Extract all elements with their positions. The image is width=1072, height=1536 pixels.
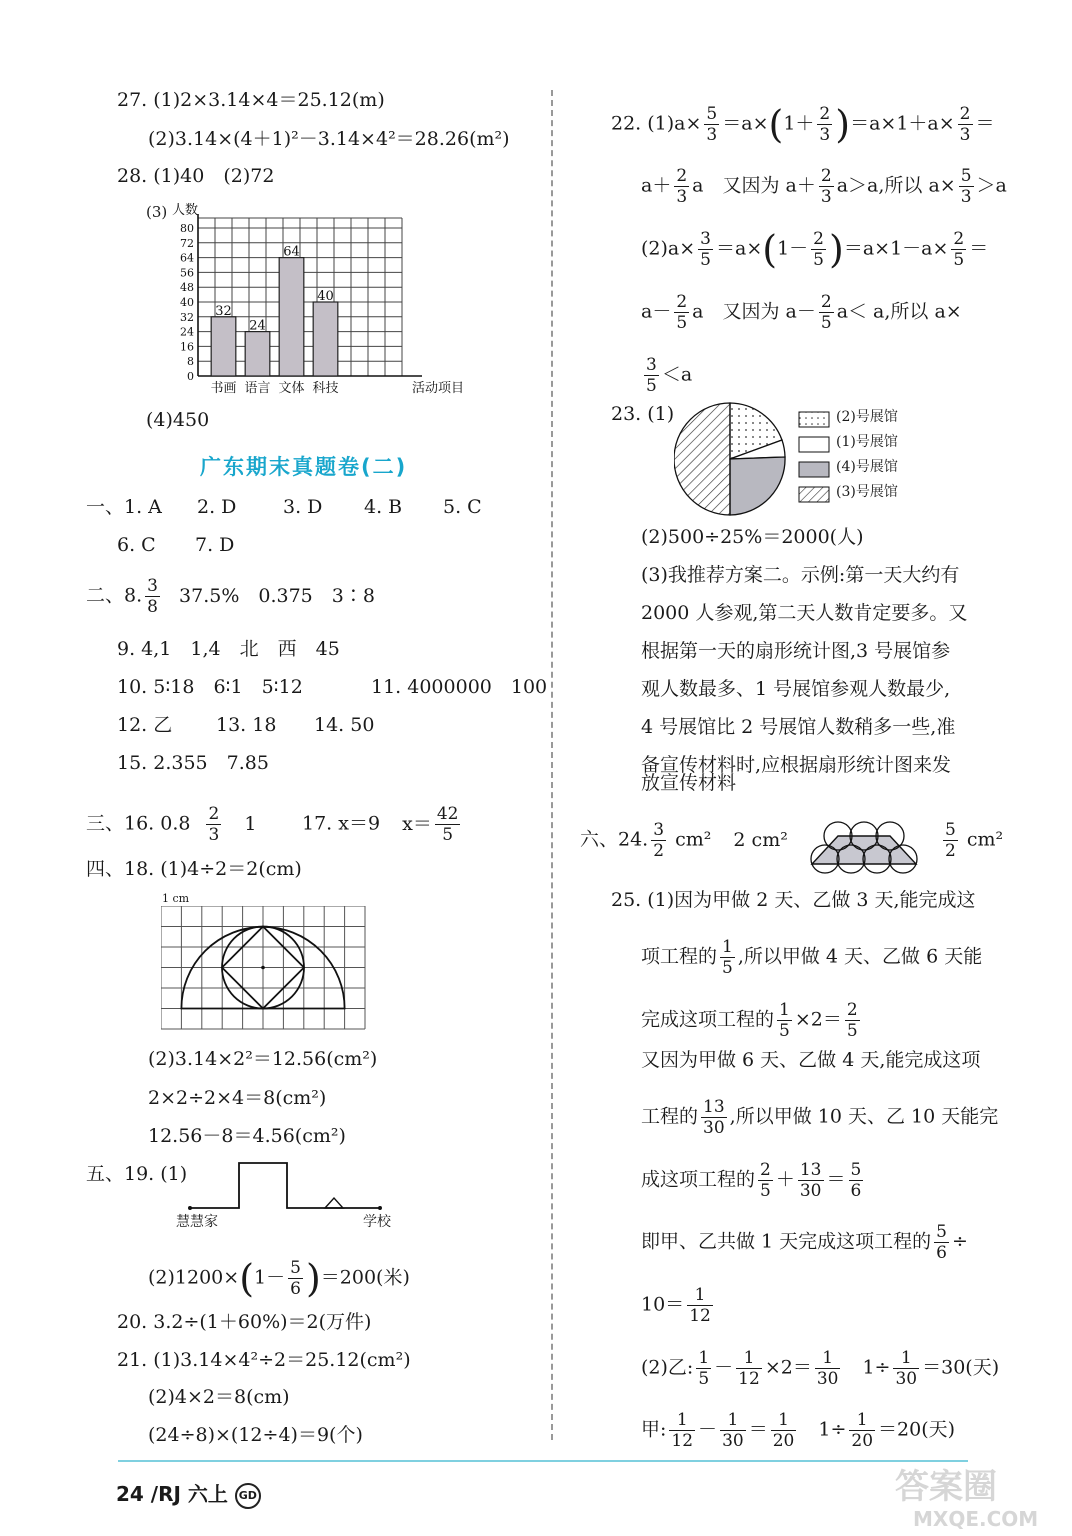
q25-line7: 即甲、乙共做 1 天完成这项工程的 $\frac{5}{6}$ ÷ [641,1222,968,1263]
s3-q17-a: 17. x＝9 [302,812,381,835]
s2-q8 [86,576,375,617]
s1-q1: 一、1. A [86,496,162,518]
q25-line9: (2)乙: $\frac{1}{5}$ － $\frac{1}{12}$ ×2＝ $\frac{1}{30}$ 1÷ $\frac{1}{30}$ ＝30(天) [641,1348,1000,1389]
q25-line6: 成这项工程的 $\frac{2}{5}$ ＋ $\frac{13}{30}$ ＝ $\frac{5}{6}$ [641,1160,862,1201]
s2-q10: 10. 5∶18 6∶1 5∶12 [117,676,303,698]
numerator: 5 [290,1258,301,1278]
s5-q19: 五、19. (1) [86,1163,188,1185]
fraction [435,804,461,845]
s4-q18: 四、18. (1)4÷2＝2(cm) [86,858,302,880]
s1-q6: 6. C [117,534,156,556]
legend-swatch-hall-1 [799,437,829,452]
q24-unit-c: cm² [966,828,1004,851]
school-label: 学校 [363,1214,391,1230]
q22-prefix: 22. (1)a× [611,112,702,135]
y-tick-label: 64 [180,251,194,265]
legend-label-hall-4: (4)号展馆 [836,459,898,475]
s4-q18-2a: (2)3.14×2²＝12.56(cm²) [148,1048,378,1070]
q23-part3-line1: (3)我推荐方案二。示例:第一天大约有 [641,564,960,586]
s3-q16-rest: 1 [244,812,257,835]
s3-q16 [86,804,256,845]
x-tick-label: 书画 [210,381,237,396]
bar-书画 [211,317,236,376]
s4-q18-2c: 12.56－8＝4.56(cm²) [148,1125,346,1147]
s2-q8-prefix: 二、8. [86,584,143,607]
denominator: 3 [208,825,220,845]
grid-unit-label: 1 cm [162,892,190,905]
s4-q18-2b: 2×2÷2×4＝8(cm²) [148,1087,327,1109]
watermark-logo [885,1460,1065,1532]
gd-badge: GD [235,1483,261,1509]
s1-q5: 5. C [443,496,482,518]
legend-swatch-hall-4 [799,462,829,477]
y-tick-label: 0 [187,370,194,383]
q23-part3-line6: 备宣传材料时,应根据扇形统计图来发 [641,754,952,776]
legend-swatch-hall-3 [799,487,829,502]
denominator: 5 [442,825,454,845]
denominator: 8 [147,597,158,617]
route-path [190,1163,380,1208]
q27-part1: 27. (1)2×3.14×4＝25.12(m) [117,89,385,111]
y-tick-label: 40 [180,296,194,309]
q25-line7a: 即甲、乙共做 1 天完成这项工程的 [641,1230,932,1253]
s2-q12: 12. 乙 [117,714,173,736]
q25-line1: 25. (1)因为甲做 2 天、乙做 3 天,能完成这 [611,889,976,911]
q23-part3-line7: 放宣传材料 [641,772,737,794]
s2-q13: 13. 18 [216,714,277,736]
y-tick-label: 32 [180,310,194,324]
svg-text:MXQE.COM: MXQE.COM [913,1507,1039,1531]
q22-line2: a＋ $\frac{2}{3}$ a 又因为 a＋ $\frac{2}{3}$ a＞a,所以 a× $\frac{5}{3}$ ＞a [641,166,1007,207]
s1-q2: 2. D [197,496,237,518]
legend-label-hall-1: (1)号展馆 [836,434,898,450]
q22-line1: 22. (1)a× $\frac{5}{3}$ ＝a×(1＋ $\frac{2}{3}$ )＝a×1＋a× $\frac{2}{3}$ ＝ [611,102,995,147]
s5-q19-2-prefix: (2)1200× [148,1266,240,1289]
section-title: 广东期末真题卷(二) [200,455,408,479]
y-tick-label: 80 [180,222,194,235]
q23-part3-line2: 2000 人参观,第二天人数肯定要多。又 [641,602,968,624]
page-footer [116,1478,261,1509]
s3-q16-prefix: 三、16. 0.8 [86,812,191,835]
q23-part2: (2)500÷25%＝2000(人) [641,526,864,548]
column-divider [551,90,553,1440]
q25-line6a: 成这项工程的 [641,1168,756,1191]
x-tick-label: 文体 [278,381,305,396]
pie-chart [674,400,794,520]
fraction [651,820,666,861]
q23-part3-line3: 根据第一天的扇形统计图,3 号展馆参 [641,640,951,662]
numerator: 3 [653,820,665,840]
q28-part3-label: (3) [146,203,168,221]
q25-line2a: 项工程的 [641,945,718,968]
s5-q19-2-rest: ＝200(米) [320,1266,410,1289]
triangle-marker [325,1198,343,1208]
s1-q4: 4. B [364,496,403,518]
pie-slice-hall-4 [730,457,785,515]
q22-part2-prefix: (2)a× [641,237,696,260]
route-diagram [185,1158,385,1218]
q21-part2: (2)4×2＝8(cm) [148,1386,290,1408]
bottom-rule [118,1460,968,1462]
q25-line5a: 工程的 [641,1105,699,1128]
y-tick-label: 24 [180,325,194,339]
q25-line3a: 完成这项工程的 [641,1008,775,1031]
y-tick-label: 48 [180,281,194,295]
s2-q11: 11. 4000000 100 [371,676,548,698]
q25-line10b: ＝20(天) [878,1418,956,1441]
q25-line9a: (2)乙: [641,1356,694,1379]
q22-line2-end: ,所以 a× [878,174,956,197]
q24-b: 2 cm² [733,828,788,851]
pie-legend-swatches [798,410,832,510]
y-tick-label: 56 [180,266,194,280]
bar-value-label: 24 [249,318,266,334]
denominator: 2 [945,841,956,861]
watermark [885,1460,1065,1532]
q23-label: 23. (1) [611,403,675,425]
denominator: 2 [653,841,665,861]
q23-part3-line4: 观人数最多、1 号展馆参观人数最少, [641,678,951,700]
s5-q19-2: (2)1200×(1－ $\frac{5}{6}$ )＝200(米) [148,1256,410,1301]
q22-line3: (2)a× $\frac{3}{5}$ ＝a×(1－ $\frac{2}{5}$ )＝a×1－a× $\frac{2}{5}$ ＝ [641,227,989,272]
s3-q17 [302,804,463,845]
bar-value-label: 32 [215,303,232,319]
q20: 20. 3.2÷(1＋60%)＝2(万件) [117,1311,372,1333]
q25-line10a: 甲: [641,1418,667,1441]
s2-q15: 15. 2.355 7.85 [117,752,269,774]
bar-科技 [313,302,338,376]
fraction [206,804,221,845]
bar-value-label: 64 [283,244,300,260]
q25-line4: 又因为甲做 6 天、乙做 4 天,能完成这项 [641,1049,981,1071]
circles-trapezoid-figure [804,820,922,880]
s3-q17-b: x＝ [402,812,432,835]
bar-文体 [279,258,304,376]
s1-q3: 3. D [283,496,323,518]
q25-line2: 项工程的 $\frac{1}{5}$ ,所以甲做 4 天、乙做 6 天能 [641,937,983,978]
q23-part3-line5: 4 号展馆比 2 号展馆人数稍多一些,准 [641,716,956,738]
y-axis-title: 人数 [172,203,199,218]
q22-line4: a－ $\frac{2}{5}$ a 又因为 a－ $\frac{2}{5}$ a＜ a,所以 a× [641,292,962,333]
q24 [580,820,788,861]
s2-q9: 9. 4,1 1,4 北 西 45 [117,638,340,660]
legend-swatch-hall-2 [799,412,829,427]
numerator: 3 [147,576,158,596]
x-axis-title: 活动项目 [412,381,465,396]
s2-q14: 14. 50 [314,714,375,736]
q27-part2: (2)3.14×(4＋1)²－3.14×4²＝28.26(m²) [148,128,510,150]
q24-unit-a: cm² [675,828,712,851]
fraction [145,576,160,617]
legend-label-hall-3: (3)号展馆 [836,484,898,500]
q25-line5: 工程的 $\frac{13}{30}$ ,所以甲做 10 天、乙 10 天能完 [641,1097,999,1138]
numerator: 2 [208,804,220,824]
center-point [261,966,265,970]
home-label: 慧慧家 [176,1214,218,1230]
q24-prefix: 六、24. [580,828,649,851]
q22-line5: $\frac{3}{5}$ ＜a [646,355,693,396]
legend-label-hall-2: (2)号展馆 [836,409,898,425]
bar-语言 [245,332,270,376]
q21-part3: (24÷8)×(12÷4)＝9(个) [148,1424,363,1446]
svg-text:答案圈: 答案圈 [895,1467,997,1507]
q25-line9b: ＝30(天) [922,1356,1000,1379]
q25-line2b: ,所以甲做 4 天、乙做 6 天能 [737,945,983,968]
bar-chart [160,196,480,396]
numerator: 42 [436,804,459,824]
pie-slice-hall-3 [674,403,730,515]
q21-part1: 21. (1)3.14×4²÷2＝25.12(cm²) [117,1349,411,1371]
q25-line5b: ,所以甲做 10 天、乙 10 天能完 [729,1105,999,1128]
q25-line8: 10＝ $\frac{1}{12}$ [641,1285,711,1326]
numerator: 5 [945,820,956,840]
x-tick-label: 科技 [312,381,339,396]
q22-line4-mid: 又因为 a－ [722,300,816,323]
y-tick-label: 16 [180,340,194,354]
s1-q7: 7. D [195,534,235,556]
q28-part4: (4)450 [146,409,210,431]
q25-line8a: 10＝ [641,1293,685,1316]
q28-parts-1-2: 28. (1)40 (2)72 [117,165,275,187]
q25-line10: 甲: $\frac{1}{12}$ － $\frac{1}{30}$ ＝ $\frac{1}{20}$ 1÷ $\frac{1}{20}$ ＝20(天) [641,1410,956,1451]
y-tick-label: 8 [187,355,194,369]
grid-semicircle-figure [161,906,367,1031]
denominator: 6 [290,1279,301,1299]
q22-line4-end: a＜ a,所以 a× [836,300,962,323]
y-tick-label: 72 [180,236,194,250]
q25-line3: 完成这项工程的 $\frac{1}{5}$ ×2＝ $\frac{2}{5}$ [641,1000,858,1041]
q22-line2-because: 又因为 [722,174,780,197]
q24-c [940,820,1003,861]
x-tick-label: 语言 [244,381,271,396]
s2-q8-rest: 37.5% 0.375 3∶8 [179,584,375,607]
fraction [288,1258,303,1299]
bar-value-label: 40 [317,289,334,304]
fraction [943,820,958,861]
page-number: 24 /RJ 六上 [116,1482,228,1506]
